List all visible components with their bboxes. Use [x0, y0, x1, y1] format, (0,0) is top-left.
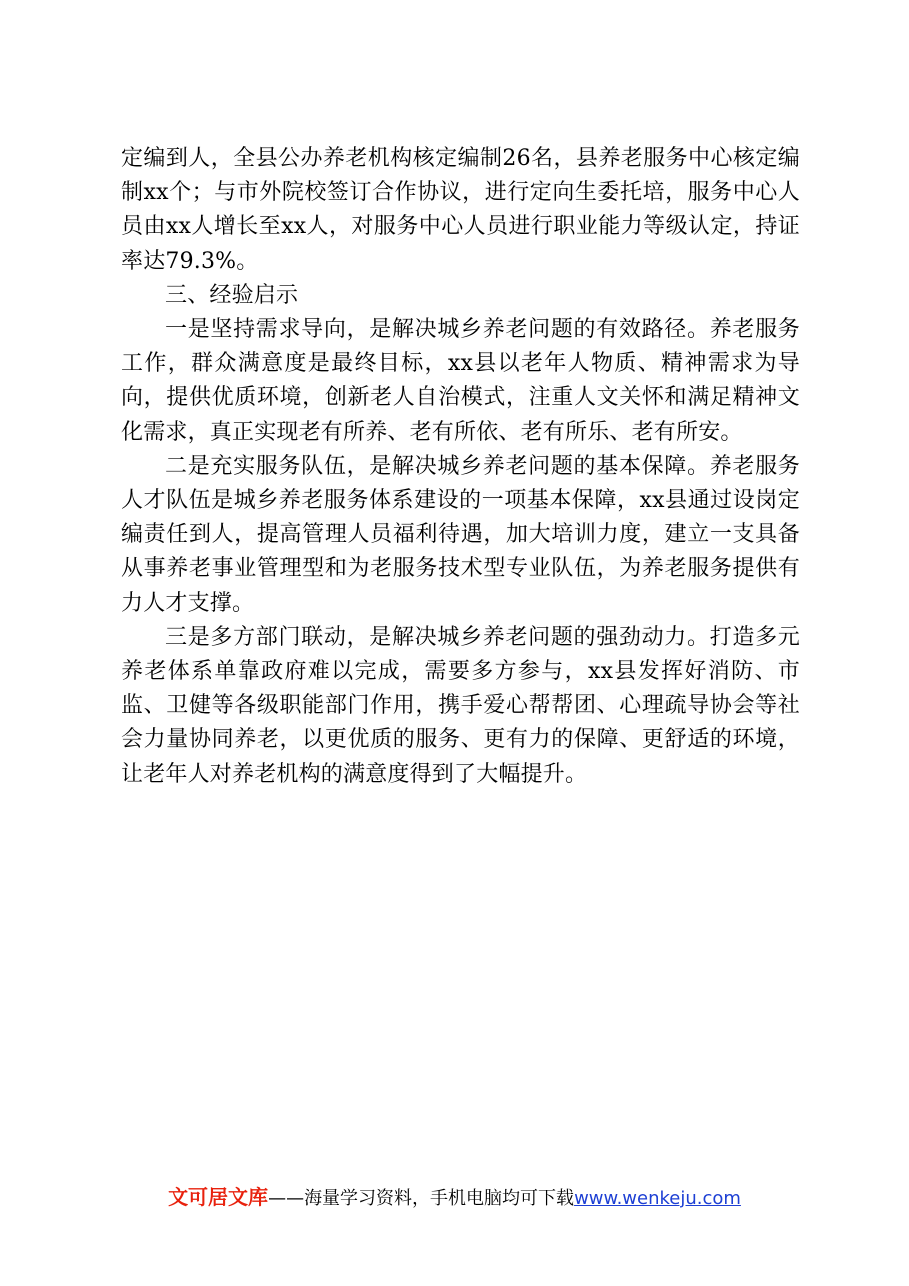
paragraph-continuation: 定编到人，全县公办养老机构核定编制26名，县养老服务中心核定编制xx个；与市外院校签订合作协议，进行定向生委托培，服务中心人员由xx人增长至xx人，对服务中心人员进行职业能力等级认定，持证率达79.3%。: [121, 146, 800, 274]
section-heading: 三、经验启示: [165, 282, 299, 308]
footer-banner: [0, 1184, 909, 1212]
footer-dash: ——: [268, 1188, 305, 1209]
footer-brand: 文可居文库: [168, 1185, 269, 1209]
footer-slogan: 海量学习资料，手机电脑均可下载: [304, 1188, 575, 1209]
document-body: [121, 142, 800, 792]
paragraph-point-one: 一是坚持需求导向，是解决城乡养老问题的有效路径。养老服务工作，群众满意度是最终目标，xx县以老年人物质、精神需求为导向，提供优质环境，创新老人自治模式，注重人文关怀和满足精神文化需求，真正实现老有所养、老有所依、老有所乐、老有所安。: [121, 317, 800, 445]
footer-website-link[interactable]: www.wenkeju.com: [574, 1188, 741, 1209]
paragraph-point-two: 二是充实服务队伍，是解决城乡养老问题的基本保障。养老服务人才队伍是城乡养老服务体系建设的一项基本保障，xx县通过设岗定编责任到人，提高管理人员福利待遇，加大培训力度，建立一支具备从事养老事业管理型和为老服务技术型专业队伍，为养老服务提供有力人才支撑。: [121, 453, 800, 616]
paragraph-point-three: 三是多方部门联动，是解决城乡养老问题的强劲动力。打造多元养老体系单靠政府难以完成，需要多方参与，xx县发挥好消防、市监、卫健等各级职能部门作用，携手爱心帮帮团、心理疏导协会等社会力量协同养老，以更优质的服务、更有力的保障、更舒适的环境，让老年人对养老机构的满意度得到了大幅提升。: [121, 624, 800, 787]
